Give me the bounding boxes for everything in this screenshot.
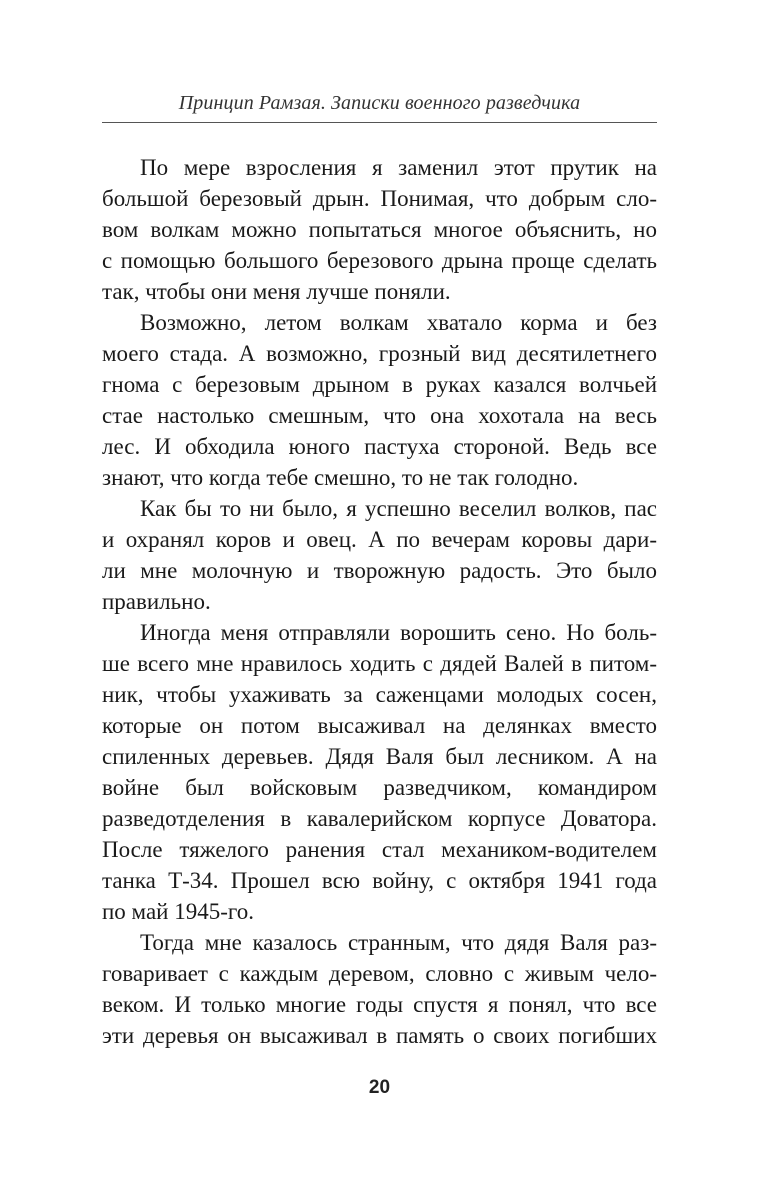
text-line: войне был войсковым разведчиком, командиром (102, 775, 657, 800)
text-line: с помощью большого березового дрына проще сделать (102, 248, 657, 273)
text-line: Как бы то ни было, я успешно веселил волков, пас (140, 496, 657, 521)
paragraph (102, 927, 657, 1051)
running-head: Принцип Рамзая. Записки военного разведчика (178, 92, 581, 114)
text-line: веком. И только многие годы спустя я понял, что все (102, 992, 657, 1017)
paragraph (102, 617, 657, 927)
text-line: которые он потом высаживал на делянках вместо (102, 713, 657, 738)
text-line: ник, чтобы ухаживать за саженцами молодых сосен, (102, 682, 657, 707)
page-number: 20 (368, 1077, 391, 1098)
text-line: по май 1945-го. (102, 899, 254, 924)
paragraph (102, 152, 657, 307)
text-line: ше всего мне нравилось ходить с дядей Валей в питом- (102, 651, 657, 676)
text-line: и охранял коров и овец. А по вечерам коровы дари- (102, 527, 657, 552)
text-line: эти деревья он высаживал в память о своих погибших (102, 1023, 657, 1048)
text-line: разведотделения в кавалерийском корпусе Доватора. (102, 806, 657, 831)
text-line: лес. И обходила юного пастуха стороной. Ведь все (102, 434, 657, 459)
text-line: стае настолько смешным, что она хохотала на весь (102, 403, 657, 428)
text-line: После тяжелого ранения стал механиком-водителем (102, 837, 657, 862)
text-line: Иногда меня отправляли ворошить сено. Но боль- (140, 620, 657, 645)
text-line: моего стада. А возможно, грозный вид десятилетнего (102, 341, 657, 366)
text-line: правильно. (102, 589, 211, 614)
body-text (102, 152, 657, 1051)
text-line: большой березовый дрын. Понимая, что добрым сло- (102, 186, 657, 211)
paragraph (102, 307, 657, 493)
text-line: Возможно, летом волкам хватало корма и без (140, 310, 657, 335)
text-line: говаривает с каждым деревом, словно с живым чело- (102, 961, 657, 986)
text-line: танка Т-34. Прошел всю войну, с октября 1941 года (102, 868, 657, 893)
header-rule (102, 122, 657, 123)
paragraph (102, 493, 657, 617)
text-line: так, чтобы они меня лучше поняли. (102, 279, 451, 304)
text-line: ли мне молочную и творожную радость. Это было (102, 558, 657, 583)
text-line: знают, что когда тебе смешно, то не так голодно. (102, 465, 579, 490)
text-line: Тогда мне казалось странным, что дядя Валя раз- (140, 930, 657, 955)
text-line: спиленных деревьев. Дядя Валя был лесником. А на (102, 744, 657, 769)
text-line: вом волкам можно попытаться многое объяснить, но (102, 217, 657, 242)
text-line: гнома с березовым дрыном в руках казался волчьей (102, 372, 657, 397)
text-line: По мере взросления я заменил этот прутик на (140, 155, 657, 180)
